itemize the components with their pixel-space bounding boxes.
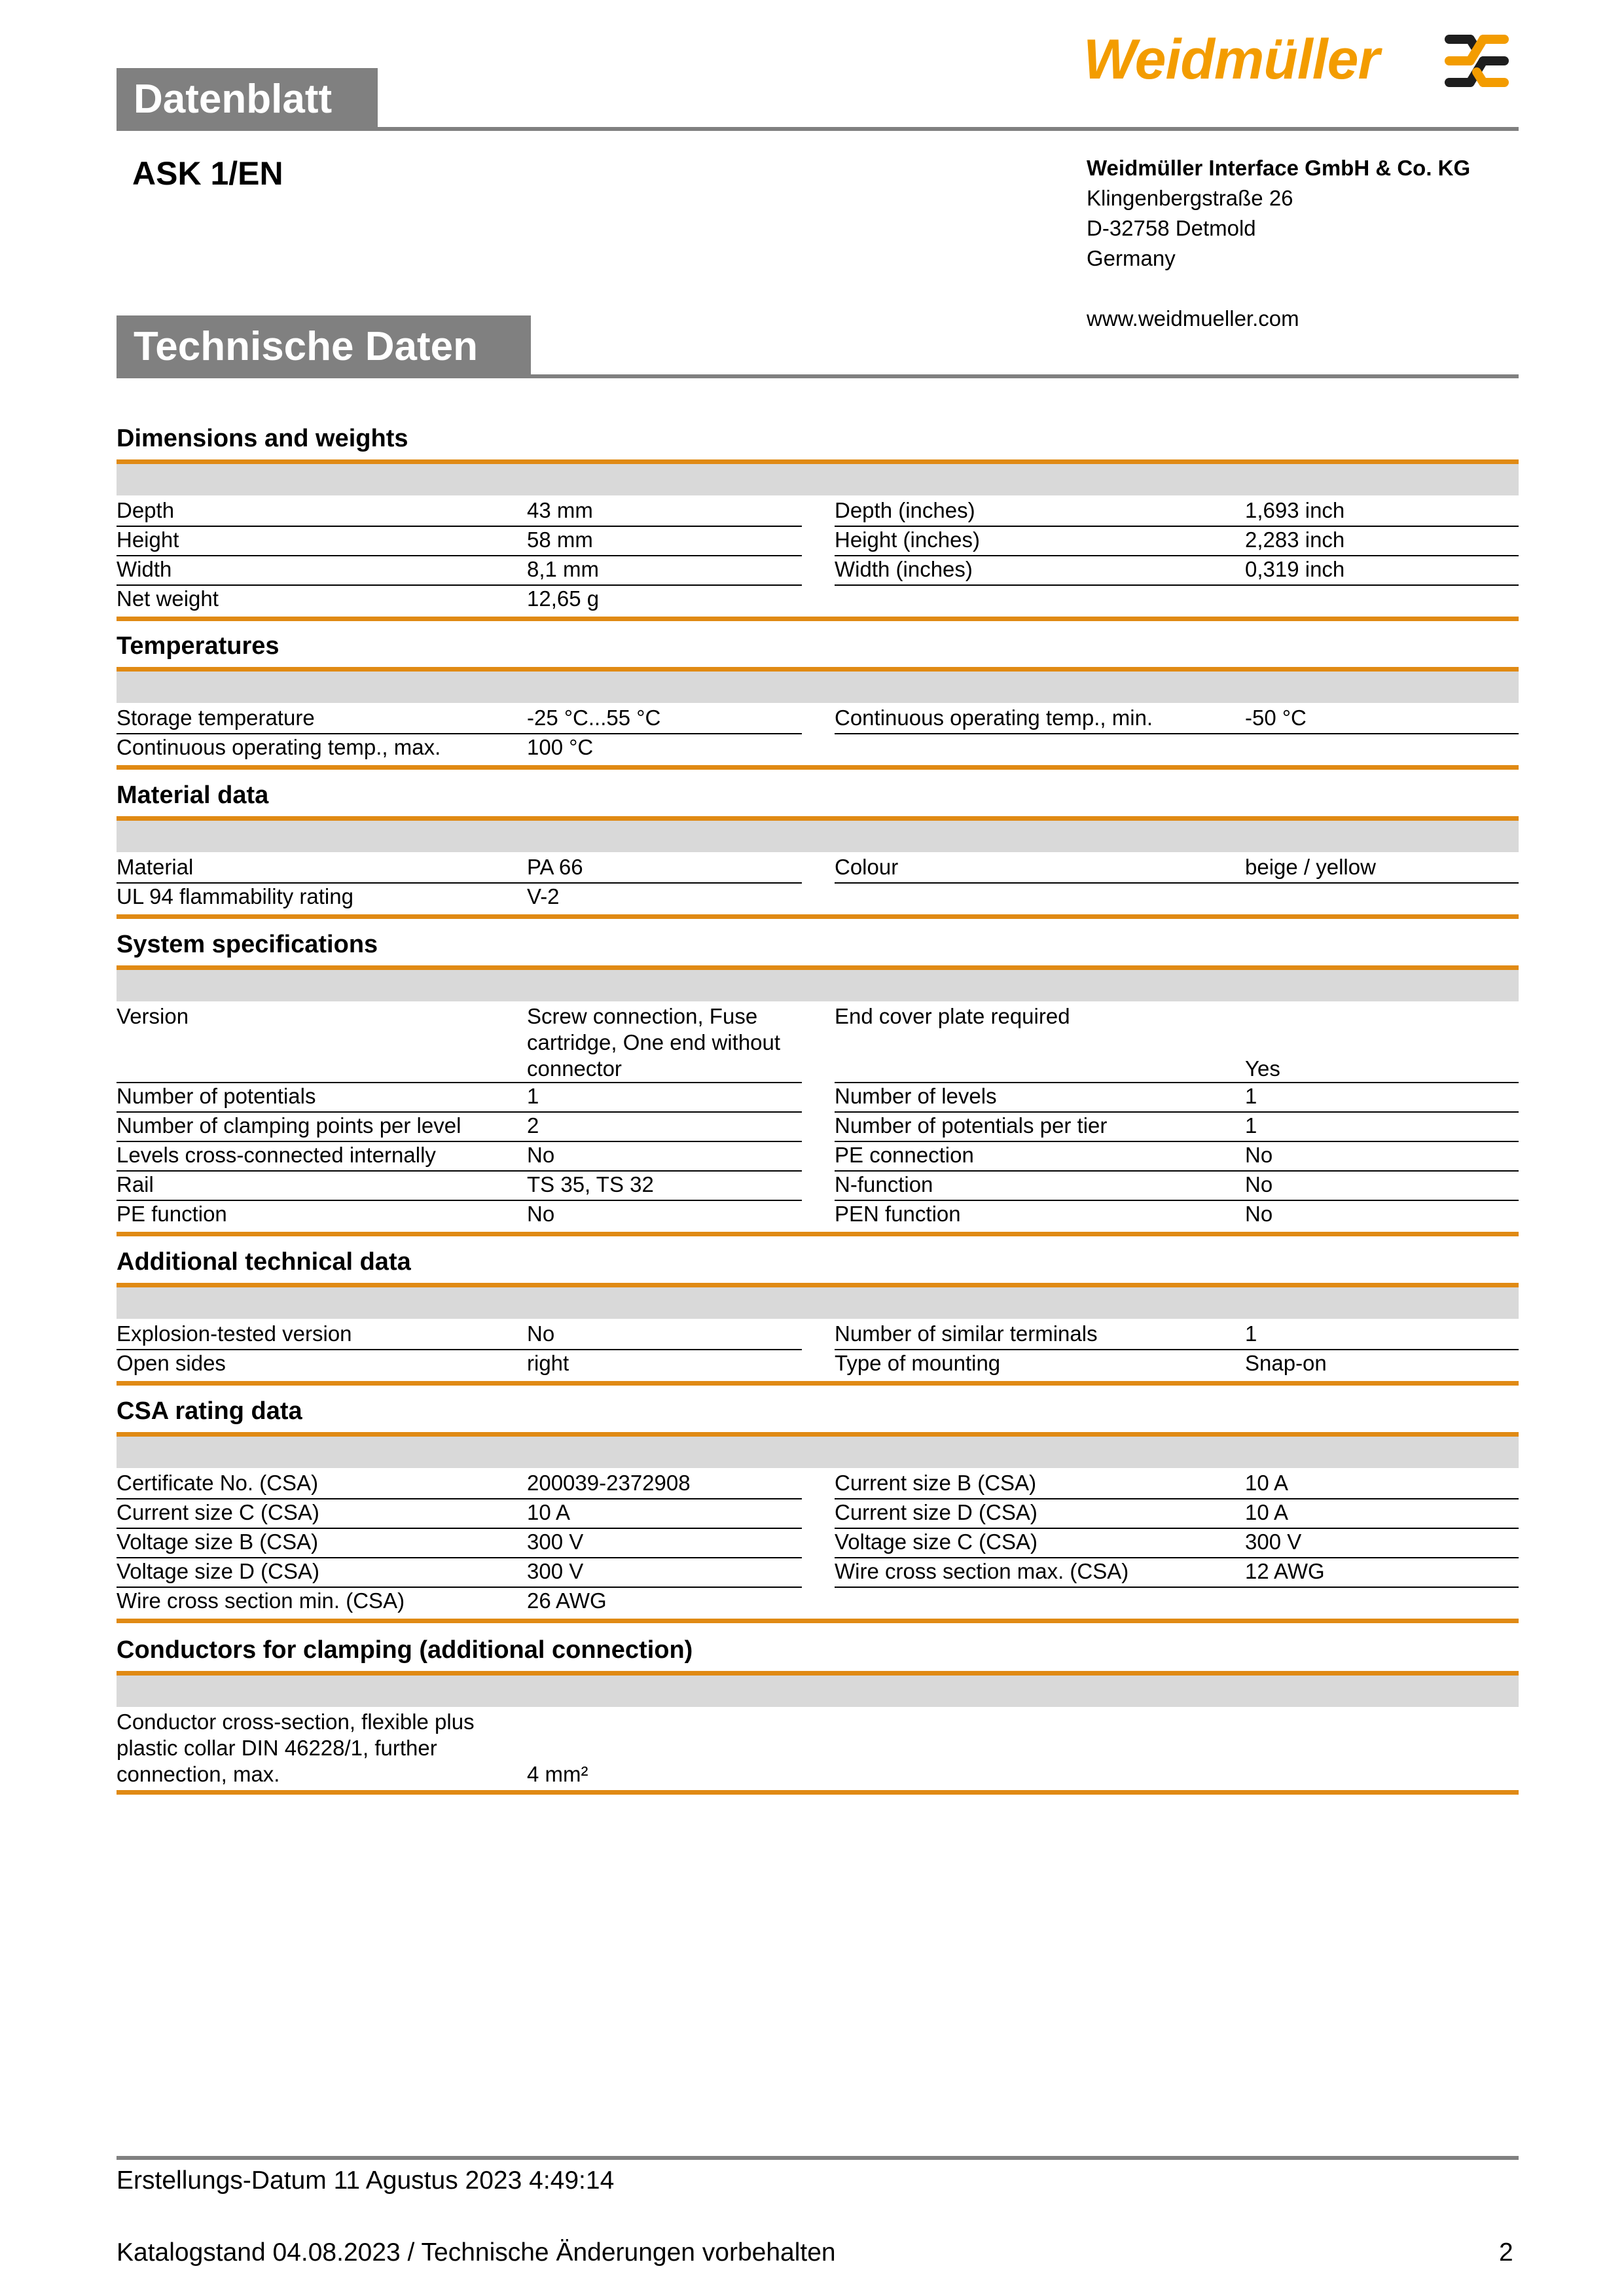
- spec-value: 12 AWG: [1245, 1559, 1325, 1583]
- section-bottom-rule: [117, 1232, 1519, 1236]
- spec-label: Voltage size D (CSA): [117, 1559, 319, 1583]
- spec-row: [835, 1321, 1519, 1350]
- spec-label: Explosion-tested version: [117, 1321, 352, 1346]
- spec-value: 300 V: [527, 1559, 584, 1583]
- spec-row: [117, 1201, 802, 1229]
- spec-value: 100 °C: [527, 735, 594, 759]
- section-title: Material data: [117, 781, 269, 809]
- spec-label: Continuous operating temp., min.: [835, 706, 1153, 730]
- spec-value: 12,65 g: [527, 586, 600, 611]
- spec-row: [835, 1201, 1519, 1229]
- creation-date: Erstellungs-Datum 11 Agustus 2023 4:49:14: [117, 2166, 615, 2195]
- spec-value: Screw connection, Fuse cartridge, One end without connector: [527, 1004, 781, 1081]
- spec-value: No: [1245, 1202, 1273, 1226]
- section-header-band: [117, 1287, 1519, 1319]
- spec-value: No: [1245, 1172, 1273, 1196]
- spec-label: Number of similar terminals: [835, 1321, 1098, 1346]
- section-title: Temperatures: [117, 632, 280, 660]
- spec-row: [835, 1113, 1519, 1142]
- spec-row: [117, 556, 802, 586]
- spec-label: Number of clamping points per level: [117, 1113, 461, 1138]
- spec-label: Net weight: [117, 586, 219, 611]
- spec-value: 43 mm: [527, 498, 593, 522]
- section-banner-rule: [531, 374, 1519, 378]
- spec-value: 2: [527, 1113, 539, 1138]
- doc-type-banner: Datenblatt: [117, 68, 378, 131]
- section-bottom-rule: [117, 914, 1519, 919]
- spec-row: [835, 1350, 1519, 1378]
- spec-row: [117, 1558, 802, 1588]
- spec-label: Levels cross-connected internally: [117, 1143, 436, 1167]
- spec-row: [835, 1529, 1519, 1558]
- spec-row: [835, 1003, 1519, 1083]
- spec-row: [117, 1529, 802, 1558]
- spec-value: 1: [1245, 1113, 1257, 1138]
- spec-row: [117, 1709, 802, 1787]
- spec-label: Width: [117, 557, 172, 581]
- spec-label: Wire cross section min. (CSA): [117, 1588, 405, 1613]
- company-website-link[interactable]: www.weidmueller.com: [1087, 306, 1299, 331]
- spec-label: Height (inches): [835, 528, 980, 552]
- spec-row: [117, 497, 802, 527]
- spec-value: 0,319 inch: [1245, 557, 1345, 581]
- header-rule: [378, 127, 1519, 131]
- spec-value: No: [527, 1202, 555, 1226]
- spec-label: Current size C (CSA): [117, 1500, 319, 1524]
- company-country: Germany: [1087, 246, 1176, 270]
- footer-rule: [117, 2156, 1519, 2160]
- section-title: Dimensions and weights: [117, 425, 408, 452]
- spec-row: [835, 1470, 1519, 1499]
- section-title: CSA rating data: [117, 1397, 302, 1425]
- spec-value: 2,283 inch: [1245, 528, 1345, 552]
- spec-value: PA 66: [527, 855, 583, 879]
- spec-row: [117, 1588, 802, 1616]
- spec-label: Depth (inches): [835, 498, 975, 522]
- spec-label: PE connection: [835, 1143, 974, 1167]
- section-bottom-rule: [117, 617, 1519, 621]
- spec-row: [835, 556, 1519, 586]
- company-street: Klingenbergstraße 26: [1087, 186, 1293, 210]
- spec-label: Material: [117, 855, 194, 879]
- spec-value: beige / yellow: [1245, 855, 1376, 879]
- spec-value: No: [527, 1321, 555, 1346]
- spec-value: V-2: [527, 884, 560, 908]
- spec-label: Wire cross section max. (CSA): [835, 1559, 1129, 1583]
- spec-label: Height: [117, 528, 179, 552]
- spec-row: [117, 1142, 802, 1172]
- spec-label: Open sides: [117, 1351, 226, 1375]
- section-header-band: [117, 672, 1519, 703]
- section-top-rule: [117, 1283, 1519, 1287]
- spec-row: [117, 1172, 802, 1201]
- spec-row: [835, 1142, 1519, 1172]
- spec-row: [117, 1470, 802, 1499]
- spec-label: PE function: [117, 1202, 227, 1226]
- spec-label: Width (inches): [835, 557, 973, 581]
- spec-row: [117, 854, 802, 884]
- spec-label: Current size B (CSA): [835, 1471, 1037, 1495]
- catalog-notice: Katalogstand 04.08.2023 / Technische Änderungen vorbehalten: [117, 2238, 836, 2267]
- spec-value: 10 A: [1245, 1500, 1289, 1524]
- spec-row: [835, 705, 1519, 734]
- section-header-band: [117, 1437, 1519, 1468]
- section-top-rule: [117, 459, 1519, 464]
- section-header-band: [117, 970, 1519, 1001]
- spec-value: No: [1245, 1143, 1273, 1167]
- spec-label: Voltage size B (CSA): [117, 1530, 319, 1554]
- spec-row: [835, 527, 1519, 556]
- spec-label: Number of levels: [835, 1084, 997, 1108]
- spec-value: 1: [527, 1084, 539, 1108]
- spec-value: 10 A: [1245, 1471, 1289, 1495]
- section-top-rule: [117, 816, 1519, 821]
- spec-row: [117, 527, 802, 556]
- spec-label: Colour: [835, 855, 899, 879]
- spec-label: Conductor cross-section, flexible plus plastic collar DIN 46228/1, further connection, max.: [117, 1710, 475, 1786]
- section-header-band: [117, 1676, 1519, 1707]
- page-number: 2: [1499, 2238, 1513, 2267]
- spec-value: Snap-on: [1245, 1351, 1327, 1375]
- spec-row: [117, 1003, 802, 1083]
- spec-label: Certificate No. (CSA): [117, 1471, 319, 1495]
- section-title: Additional technical data: [117, 1248, 411, 1276]
- section-title: Conductors for clamping (additional connection): [117, 1636, 693, 1664]
- spec-value: 300 V: [1245, 1530, 1302, 1554]
- spec-value: TS 35, TS 32: [527, 1172, 654, 1196]
- spec-row: [835, 854, 1519, 884]
- company-name: Weidmüller Interface GmbH & Co. KG: [1087, 156, 1471, 180]
- product-title: ASK 1/EN: [132, 155, 283, 192]
- spec-label: Depth: [117, 498, 175, 522]
- spec-row: [835, 1558, 1519, 1588]
- section-top-rule: [117, 1671, 1519, 1676]
- spec-label: UL 94 flammability rating: [117, 884, 353, 908]
- spec-label: N-function: [835, 1172, 933, 1196]
- spec-value: -25 °C...55 °C: [527, 706, 661, 730]
- spec-label: PEN function: [835, 1202, 961, 1226]
- spec-label: Voltage size C (CSA): [835, 1530, 1038, 1554]
- spec-value: 10 A: [527, 1500, 571, 1524]
- spec-value: No: [527, 1143, 555, 1167]
- spec-row: [835, 1083, 1519, 1113]
- spec-value: 1: [1245, 1321, 1257, 1346]
- spec-row: [117, 884, 802, 912]
- spec-label: Continuous operating temp., max.: [117, 735, 441, 759]
- spec-value: 4 mm²: [527, 1762, 588, 1786]
- spec-row: [117, 1083, 802, 1113]
- spec-label: Number of potentials: [117, 1084, 316, 1108]
- brand-logo-text: Weidmüller: [1083, 28, 1379, 91]
- spec-label: Version: [117, 1004, 189, 1028]
- spec-value: 1,693 inch: [1245, 498, 1345, 522]
- spec-row: [117, 1499, 802, 1529]
- spec-row: [835, 1172, 1519, 1201]
- spec-value: -50 °C: [1245, 706, 1307, 730]
- spec-label: Number of potentials per tier: [835, 1113, 1108, 1138]
- spec-value: 26 AWG: [527, 1588, 607, 1613]
- section-bottom-rule: [117, 765, 1519, 770]
- section-top-rule: [117, 1432, 1519, 1437]
- section-bottom-rule: [117, 1790, 1519, 1795]
- section-title: System specifications: [117, 931, 378, 958]
- spec-value: 1: [1245, 1084, 1257, 1108]
- section-banner: Technische Daten: [117, 315, 531, 378]
- section-header-band: [117, 821, 1519, 852]
- spec-row: [835, 1499, 1519, 1529]
- spec-value: 8,1 mm: [527, 557, 600, 581]
- spec-row: [835, 497, 1519, 527]
- spec-label: Current size D (CSA): [835, 1500, 1038, 1524]
- spec-value: 58 mm: [527, 528, 593, 552]
- section-header-band: [117, 464, 1519, 495]
- weidmueller-logo-mark-icon: [1444, 31, 1509, 90]
- spec-label: Rail: [117, 1172, 154, 1196]
- section-bottom-rule: [117, 1619, 1519, 1623]
- spec-label: Type of mounting: [835, 1351, 1001, 1375]
- spec-row: [117, 1113, 802, 1142]
- spec-row: [117, 734, 802, 762]
- section-top-rule: [117, 667, 1519, 672]
- spec-value: 200039-2372908: [527, 1471, 691, 1495]
- spec-value: Yes: [1245, 1056, 1280, 1081]
- spec-row: [117, 1321, 802, 1350]
- spec-value: 300 V: [527, 1530, 584, 1554]
- spec-label: Storage temperature: [117, 706, 315, 730]
- spec-label: End cover plate required: [835, 1004, 1070, 1028]
- section-bottom-rule: [117, 1381, 1519, 1386]
- company-city: D-32758 Detmold: [1087, 216, 1256, 240]
- section-top-rule: [117, 965, 1519, 970]
- spec-row: [117, 1350, 802, 1378]
- spec-row: [117, 705, 802, 734]
- spec-value: right: [527, 1351, 569, 1375]
- spec-row: [117, 586, 802, 614]
